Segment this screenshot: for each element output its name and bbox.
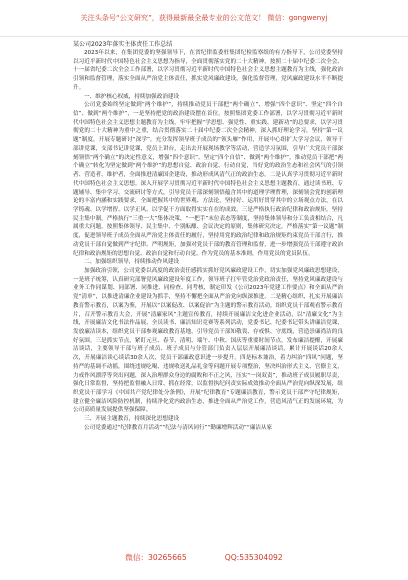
paragraph-section-3: 公司党委通过“纪律教育月活动”“纪法与清风同行”“勤廉增辉活动”“廉洁从家 <box>84 424 273 431</box>
paragraph-section-1: 公司党委始终坚定做到“两个维护”，持续推动党员干部把“两个确立”、增强“四个意识”、坚定“四个自信”、做到“两个维护”，一是坚持把党的政治建设摆在首位。按照集团党委工作部署，以学习贯彻习近平新时代中国特色社会主义思想主题教育为主线，牢牢把握“学思想、强党性、重实践、建新功”的总要求，以学习贯彻党的二十大精神为重中之重，结合贯彻落实二十届中纪委二次全会精神，深入抓好理论学习，坚持“第一议题”制度，开展专题研讨“深学”，充分发挥领导班子成员的“领头雁”作用，开展中心组扩大学习会议，领导干部讲党课，支部书记讲党课，党员上讲台，走出去开展现场教学等活动，营造学习氛围，引导广大党员干部深刻领悟“两个确立”的决定性意义，增强“四个意识”、坚定“四个自信”、做到“两个维护”，推动党员干部把“两个确立”转化为坚定做到“两个维护”的思想自觉、政治自觉、行动自觉，当好党的政治生态和社会风气的引领者、营造者、维护者，全面推进清廉国企建设，推动形成风清气正的政治生态。二是认真学习贯彻习近平新时代中国特色社会主义思想。深入开展学习贯彻习近平新时代中国特色社会主义思想主题教育，通过读书班、专题辅导、集中学习、交流研讨等方式，引导党员干部深刻领悟蕴含其中的道理学理哲理，深刻领会党的创新理论的丰富内涵和实践要求，全面把握其中的世界观、方法论，坚持好、运用好贯穿其中的立场观点方法，在以学铸魂、以学增智、以学正风、以学促干方面取得实实在在的成效。三是严格执行政治纪律和政治规矩。坚持民主集中制，严格执行“三重一大”集体决策、“一把手”末位表态等制度，坚持集体领导和分工负责相结合，凡属重大问题，按照集体领导、民主集中、个别酝酿、会议决定的原则，集体研究决定，严格落实“第一议题”制度，促进领导班子成员全面从严治党主体责任的履行，坚持用党的政治纪律和政治规矩约束党员干部言行，推动党员干部自觉做到严守纪律、严明规矩，加强对党员干部的教育管理和监督，进一步增强党员干部遵守政治纪律和政治规矩的思想自觉、政治自觉和行动自觉，作为党员的基本准则，作用党员的党员队伍。 <box>73 102 343 257</box>
top-banner <box>0 0 408 37</box>
bottom-footer <box>0 546 408 568</box>
section-heading-2: 二、加强组织领导，持续推动作风建设 <box>84 259 180 266</box>
paragraph-intro: 2023年以来，在集团党委的坚强领导下，在省纪律监委驻集团纪检监察组的有力指导下，公司党委坚持以习近平新时代中国特色社会主义思想为指导，全面贯彻落实党的二十大精神，按照二十届中纪委二次全会、十一届省纪委二次全会工作部署，以学习贯彻习近平新时代中国特色社会主义思想主题教育为主线，强化政治引领和监督管理，落实全面从严治党主体责任，抓实党风廉政建设，强化监督管理，党风廉政建设水平不断提升。 <box>73 50 343 91</box>
section-heading-3: 三、开展主题教育，持续深化思想建设 <box>84 416 180 423</box>
footer-qq: QQ:535304092 <box>224 552 283 562</box>
banner-text: 关注头条号“公文研究”，获得最新最全最专业的公文范文！ 微信：gongwenyj <box>80 13 328 22</box>
footer-wechat: 微信：30265665 <box>125 552 187 562</box>
section-heading-1: 一、维护核心权威，持续加强政治建设 <box>84 93 180 100</box>
document-body <box>73 40 343 538</box>
document-title: 某公司2023年落实主体责任工作总结 <box>73 41 173 48</box>
paragraph-section-2: 加强政治引领，公司党委以高度的政治责任感抓实抓好党风廉政建设工作，切实加强党风廉政思想建设，一是班子统筹，认真研究部署党风廉政建设年度工作，领导班子扛牢管党治党政治责任，坚持党风廉政建设与业务工作同谋划、同部署、同推进、同检查、同考核，制定印发《公司2023年党建工作要点》和全面从严治党“清单”，以推进清廉企业建设为抓手，坚持不懈把全面从严治党向纵深推进。二是精心组织，扎实开展廉洁教育警示教育，以案为鉴，开展以“以案促改、以案促治”为主题的警示教育活动，组织党员干部观看警示教育片，召开警示教育大会，开展“清廉家风”主题宣传教育，持续开展廉洁文化进企业活动，以“清廉文化”为主线，开展廉洁文化书法作品展、全员读书、廉洁知识竞赛等系列活动，党委书记、纪委书记带头讲廉洁党课，发放廉洁读本，组织党员干部参观廉政教育基地，引导党员干部知敬畏、存戒惧、守底线，营造崇廉尚洁的良好氛围。三是抓实节点，紧盯元旦、春节、清明、端午、中秋、国庆等重要时间节点，发布廉洁提醒，开展廉洁谈话，主要领导干部与班子成员、班子成员与分管部门负责人层层开展廉洁谈话，累计开展谈话20余人次，开展廉洁谈心谈话30余人次，党员干部廉政意识进一步提升。四是标本兼治，着力纠治“四风”问题，坚持严的基调不动摇，围绕违规吃喝、违规收送礼品礼金等问题开展专项整治，坚决纠治形式主义、官僚主义，力戒作风漂浮等突出问题，深入治理群众身边的腐败和不正之风，压实“一岗双责”，推动班子成员履职尽责，强化日常监督，坚持把监督融入日常、抓在经常，以监督执纪问责实际成效推动全面从严治党向纵深发展，组织党员干部学习《中国共产党纪律处分条例》，开展“纪律教育”专题廉洁教育，警示党员干部严守纪律规矩，建立健全廉洁风险防控机制，持续净化党内政治生态，推进全面从严治党工作，营造风清气正的发展环境，为公司高质量发展提供坚强保障。 <box>73 267 343 414</box>
